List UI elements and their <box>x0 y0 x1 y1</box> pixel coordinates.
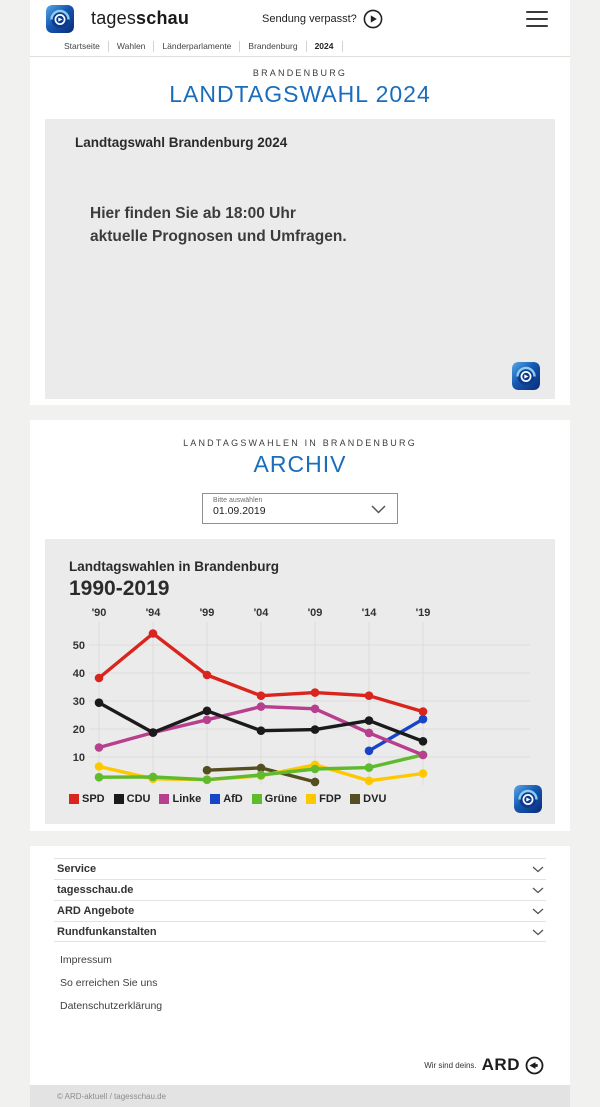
link-so-erreichen-sie-uns[interactable]: So erreichen Sie uns <box>60 977 158 989</box>
footer-accordion-ard-angebote[interactable]: ARD Angebote <box>54 900 546 921</box>
breadcrumb-laenderparlamente[interactable]: Länderparlamente <box>162 41 232 51</box>
link-datenschutzerklaerung[interactable]: Datenschutzerklärung <box>60 1000 163 1012</box>
select-label: Bitte auswählen <box>213 497 263 504</box>
archive-title: ARCHIV <box>253 451 347 477</box>
link-impressum[interactable]: Impressum <box>60 954 112 966</box>
legend-item-CDU <box>114 793 151 805</box>
footer-accordion-service[interactable]: Service <box>54 858 546 879</box>
ard-claim <box>30 1055 570 1075</box>
legend-swatch-icon <box>114 794 124 804</box>
copyright-bar <box>30 1085 570 1107</box>
ard-claim-text: Wir sind deins. <box>424 1060 477 1070</box>
svg-text:'04: '04 <box>253 607 269 619</box>
ard-app-logo <box>512 362 540 390</box>
breadcrumb <box>38 37 562 55</box>
sendung-verpasst-button[interactable] <box>262 9 383 29</box>
hero-section <box>30 57 570 405</box>
footer-accordion-rundfunkanstalten[interactable]: Rundfunkanstalten <box>54 921 546 942</box>
svg-text:'19: '19 <box>415 607 431 619</box>
legend-item-DVU <box>350 793 386 805</box>
archive-section <box>30 420 570 831</box>
svg-text:50: 50 <box>72 640 85 652</box>
tagesschau-app-icon[interactable] <box>46 5 74 33</box>
brand-wordmark[interactable]: tagesschau <box>91 8 190 28</box>
legend-swatch-icon <box>210 794 220 804</box>
legend-swatch-icon <box>252 794 262 804</box>
site-header <box>30 0 570 57</box>
breadcrumb-brandenburg[interactable]: Brandenburg <box>248 41 298 51</box>
line-chart-plot <box>69 605 531 791</box>
legend-label: DVU <box>363 793 387 805</box>
breadcrumb-separator <box>342 41 343 52</box>
svg-text:20: 20 <box>72 724 85 736</box>
hero-kicker: BRANDENBURG <box>252 68 348 78</box>
teaser-heading: Landtagswahl Brandenburg 2024 <box>75 135 288 150</box>
svg-text:'99: '99 <box>199 607 215 619</box>
sendung-verpasst-label: Sendung verpasst? <box>262 13 357 25</box>
legend-swatch-icon <box>159 794 169 804</box>
breadcrumb-wahlen[interactable]: Wahlen <box>116 41 146 51</box>
footer-links <box>60 954 570 1023</box>
svg-text:'09: '09 <box>307 607 323 619</box>
chart-legend <box>69 793 531 805</box>
archive-kicker: LANDTAGSWAHLEN IN BRANDENBURG <box>183 438 417 448</box>
ard-app-logo <box>514 785 542 813</box>
chevron-down-icon <box>532 929 544 936</box>
svg-text:10: 10 <box>72 752 85 764</box>
legend-label: SPD <box>82 793 105 805</box>
teaser-line-1: Hier finden Sie ab 18:00 Uhr <box>90 205 296 222</box>
chart-subtitle: 1990-2019 <box>69 577 170 600</box>
legend-item-Grüne <box>252 793 297 805</box>
legend-swatch-icon <box>69 794 79 804</box>
ard-circle-logo <box>525 1056 544 1075</box>
svg-text:'14: '14 <box>361 607 377 619</box>
play-icon[interactable] <box>363 9 383 29</box>
chevron-down-icon <box>532 887 544 894</box>
legend-label: CDU <box>126 793 151 805</box>
chevron-down-icon <box>532 866 544 873</box>
breadcrumb-startseite[interactable]: Startseite <box>64 41 100 51</box>
hamburger-menu-icon[interactable] <box>526 11 548 27</box>
legend-item-FDP <box>306 793 341 805</box>
chart-title: Landtagswahlen in Brandenburg <box>69 559 280 574</box>
legend-label: Linke <box>172 793 202 805</box>
svg-text:30: 30 <box>72 696 85 708</box>
copyright-text: © ARD-aktuell / tagesschau.de <box>57 1091 167 1101</box>
svg-text:'94: '94 <box>145 607 161 619</box>
ard-wordmark: ARD <box>481 1055 520 1074</box>
chevron-down-icon <box>532 908 544 915</box>
legend-item-Linke <box>159 793 201 805</box>
footer-accordion-tagesschau-de[interactable]: tagesschau.de <box>54 879 546 900</box>
legend-label: Grüne <box>264 793 298 805</box>
teaser-line-2: aktuelle Prognosen und Umfragen. <box>90 228 347 245</box>
hero-title: LANDTAGSWAHL 2024 <box>169 81 431 107</box>
election-history-chart <box>45 539 555 824</box>
legend-swatch-icon <box>350 794 360 804</box>
svg-text:'90: '90 <box>91 607 107 619</box>
legend-item-SPD <box>69 793 105 805</box>
legend-swatch-icon <box>306 794 316 804</box>
site-footer <box>30 846 570 1107</box>
teaser-panel <box>45 119 555 399</box>
breadcrumb-2024[interactable]: 2024 <box>314 41 334 51</box>
svg-text:40: 40 <box>72 668 85 680</box>
archive-date-select[interactable] <box>202 493 398 524</box>
teaser-body <box>90 202 555 248</box>
chevron-down-icon <box>371 505 386 514</box>
legend-label: FDP <box>319 793 342 805</box>
legend-item-AfD <box>210 793 243 805</box>
select-value: 01.09.2019 <box>213 505 266 517</box>
legend-label: AfD <box>223 793 243 805</box>
